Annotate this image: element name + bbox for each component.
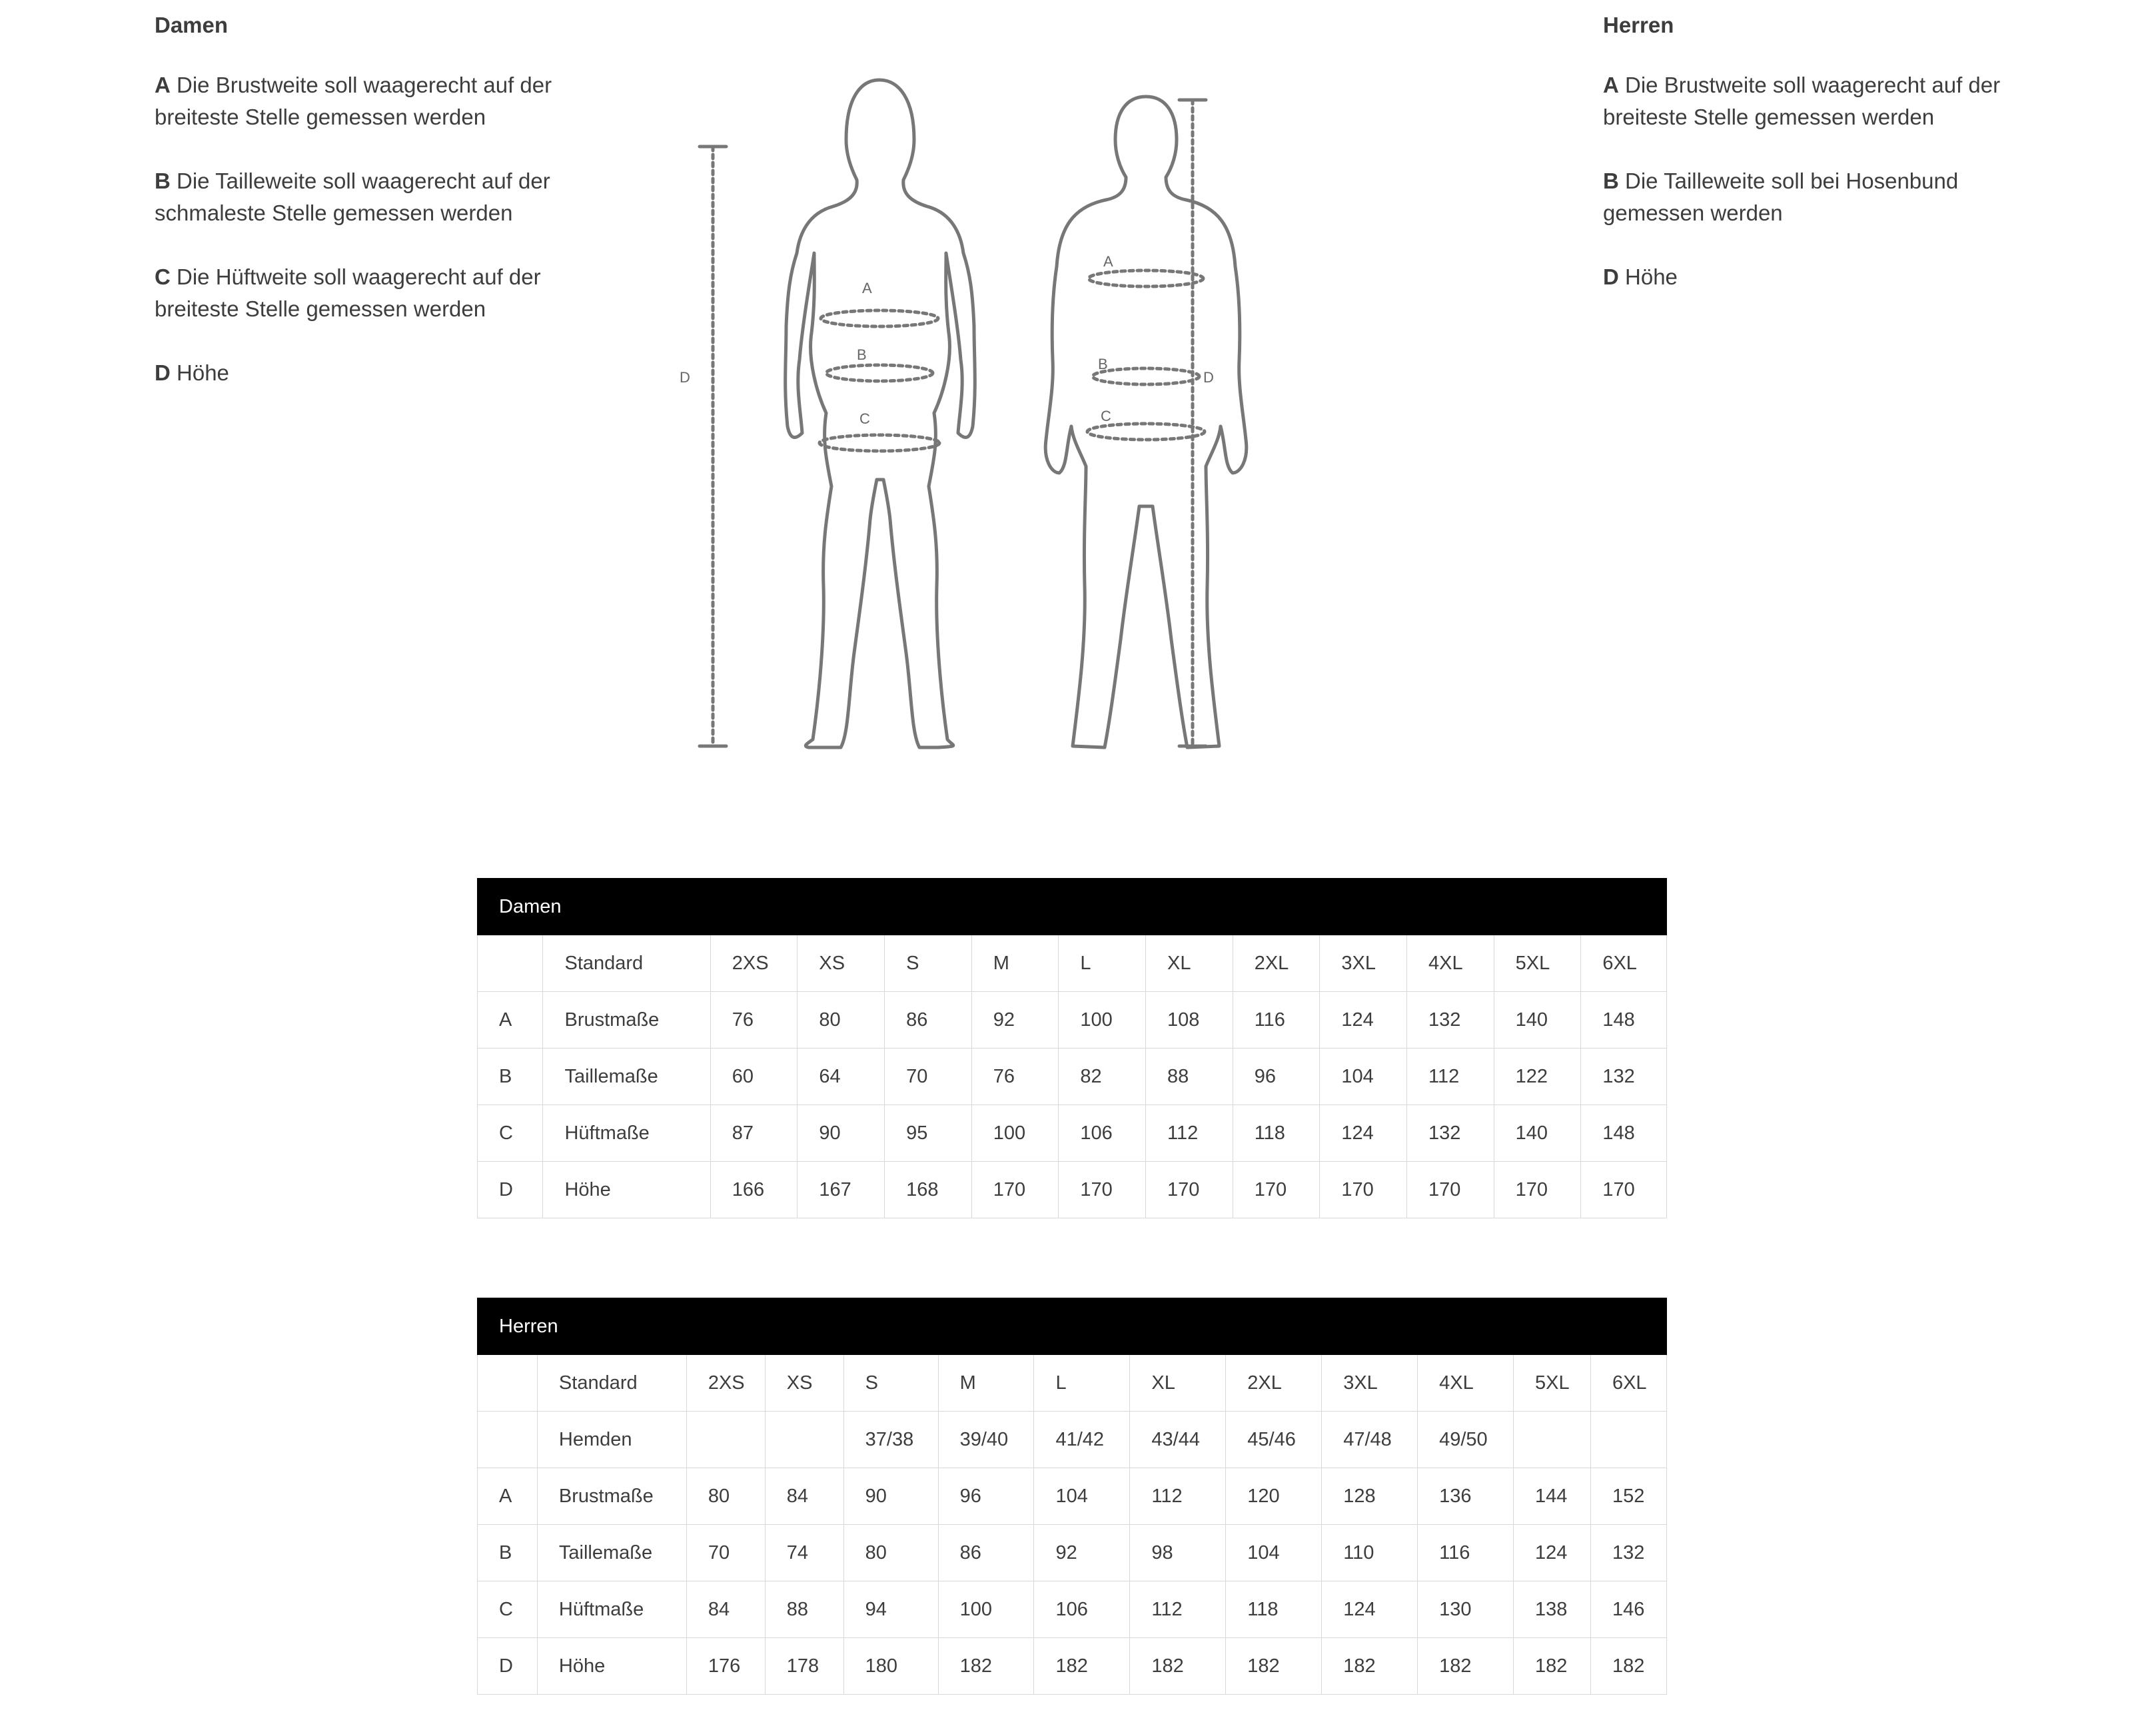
row-label-cell: Höhe <box>543 1162 710 1218</box>
value-cell: 112 <box>1407 1049 1494 1105</box>
value-cell: 100 <box>1059 992 1146 1049</box>
row-label-cell: Taillemaße <box>543 1049 710 1105</box>
damen-instructions <box>155 12 554 421</box>
value-cell: 84 <box>686 1581 765 1638</box>
header-cell: 2XS <box>686 1355 765 1412</box>
row-letter-cell: A <box>478 992 543 1049</box>
value-cell: 92 <box>971 992 1059 1049</box>
value-cell: 70 <box>686 1525 765 1581</box>
value-cell: 80 <box>686 1468 765 1525</box>
header-cell: S <box>885 935 972 992</box>
value-cell: 64 <box>798 1049 885 1105</box>
value-cell: 118 <box>1233 1105 1320 1162</box>
value-cell: 132 <box>1407 992 1494 1049</box>
value-cell: 88 <box>765 1581 843 1638</box>
value-cell: 176 <box>686 1638 765 1695</box>
value-cell: 120 <box>1226 1468 1322 1525</box>
header-cell: 3XL <box>1322 1355 1418 1412</box>
size-table-herren <box>477 1298 1667 1695</box>
value-cell: 132 <box>1590 1525 1666 1581</box>
female-label-d: D <box>680 369 690 386</box>
male-label-c: C <box>1101 408 1111 424</box>
row-label-cell: Hemden <box>537 1412 686 1468</box>
header-cell: 5XL <box>1514 1355 1591 1412</box>
male-waist-line <box>1093 368 1199 384</box>
female-chest-line <box>821 310 938 326</box>
value-cell: 106 <box>1059 1105 1146 1162</box>
row-letter-cell: A <box>478 1468 538 1525</box>
value-cell: 49/50 <box>1418 1412 1514 1468</box>
value-cell: 138 <box>1514 1581 1591 1638</box>
value-cell <box>1514 1412 1591 1468</box>
header-cell: Standard <box>537 1355 686 1412</box>
value-cell: 88 <box>1146 1049 1233 1105</box>
damen-item-b: B Die Tailleweite soll waagerecht auf der schmaleste Stelle gemessen werden <box>155 169 550 225</box>
value-cell: 182 <box>1130 1638 1226 1695</box>
size-table-damen <box>477 878 1667 1218</box>
value-cell: 170 <box>1059 1162 1146 1218</box>
damen-item-d: D Höhe <box>155 360 229 385</box>
damen-heading: Damen <box>155 13 229 37</box>
header-cell: 2XS <box>710 935 798 992</box>
table-row <box>478 992 1667 1049</box>
value-cell: 39/40 <box>938 1412 1034 1468</box>
value-cell: 76 <box>971 1049 1059 1105</box>
value-cell: 170 <box>1581 1162 1667 1218</box>
value-cell: 104 <box>1320 1049 1407 1105</box>
value-cell: 106 <box>1034 1581 1130 1638</box>
value-cell: 60 <box>710 1049 798 1105</box>
header-cell: XL <box>1130 1355 1226 1412</box>
value-cell: 170 <box>1320 1162 1407 1218</box>
value-cell: 76 <box>710 992 798 1049</box>
herren-item-b: B Die Tailleweite soll bei Hosenbund gemessen werden <box>1603 169 1959 225</box>
row-label-cell: Hüftmaße <box>543 1105 710 1162</box>
table-title-row <box>478 1298 1667 1355</box>
row-label-cell: Taillemaße <box>537 1525 686 1581</box>
header-cell: 2XL <box>1233 935 1320 992</box>
value-cell: 170 <box>1233 1162 1320 1218</box>
header-cell: L <box>1059 935 1146 992</box>
value-cell: 96 <box>1233 1049 1320 1105</box>
value-cell: 182 <box>938 1638 1034 1695</box>
value-cell: 170 <box>1494 1162 1581 1218</box>
value-cell <box>765 1412 843 1468</box>
row-letter-cell: C <box>478 1105 543 1162</box>
header-cell: 2XL <box>1226 1355 1322 1412</box>
herren-item-d: D Höhe <box>1603 264 1678 289</box>
female-label-a: A <box>862 280 872 296</box>
value-cell: 182 <box>1514 1638 1591 1695</box>
value-cell: 167 <box>798 1162 885 1218</box>
herren-item-a: A Die Brustweite soll waagerecht auf der breiteste Stelle gemessen werden <box>1603 73 2001 129</box>
value-cell: 178 <box>765 1638 843 1695</box>
value-cell: 166 <box>710 1162 798 1218</box>
value-cell: 100 <box>971 1105 1059 1162</box>
table-header-row <box>478 1355 1667 1412</box>
header-cell: M <box>938 1355 1034 1412</box>
value-cell: 96 <box>938 1468 1034 1525</box>
value-cell: 180 <box>843 1638 938 1695</box>
value-cell: 148 <box>1581 1105 1667 1162</box>
female-hip-line <box>819 435 939 451</box>
value-cell: 104 <box>1226 1525 1322 1581</box>
value-cell: 128 <box>1322 1468 1418 1525</box>
value-cell: 140 <box>1494 992 1581 1049</box>
table-row <box>478 1412 1667 1468</box>
header-cell: 3XL <box>1320 935 1407 992</box>
herren-heading: Herren <box>1603 13 1674 37</box>
value-cell: 86 <box>885 992 972 1049</box>
value-cell: 152 <box>1590 1468 1666 1525</box>
header-cell: L <box>1034 1355 1130 1412</box>
value-cell: 112 <box>1130 1581 1226 1638</box>
value-cell: 124 <box>1320 1105 1407 1162</box>
header-cell: 4XL <box>1418 1355 1514 1412</box>
value-cell: 118 <box>1226 1581 1322 1638</box>
female-outline <box>786 80 975 747</box>
table-row <box>478 1581 1667 1638</box>
header-cell: Standard <box>543 935 710 992</box>
male-chest-line <box>1089 270 1203 286</box>
header-cell: 6XL <box>1581 935 1667 992</box>
value-cell: 110 <box>1322 1525 1418 1581</box>
header-cell: M <box>971 935 1059 992</box>
value-cell: 170 <box>1146 1162 1233 1218</box>
value-cell: 82 <box>1059 1049 1146 1105</box>
header-cell: 4XL <box>1407 935 1494 992</box>
table-row <box>478 1049 1667 1105</box>
value-cell: 146 <box>1590 1581 1666 1638</box>
value-cell: 132 <box>1581 1049 1667 1105</box>
value-cell: 116 <box>1233 992 1320 1049</box>
value-cell: 182 <box>1418 1638 1514 1695</box>
value-cell: 130 <box>1418 1581 1514 1638</box>
value-cell: 124 <box>1514 1525 1591 1581</box>
male-label-d: D <box>1203 369 1214 386</box>
header-cell: S <box>843 1355 938 1412</box>
value-cell: 112 <box>1146 1105 1233 1162</box>
male-label-a: A <box>1103 253 1113 270</box>
value-cell: 136 <box>1418 1468 1514 1525</box>
value-cell: 104 <box>1034 1468 1130 1525</box>
value-cell: 45/46 <box>1226 1412 1322 1468</box>
row-letter-cell: D <box>478 1638 538 1695</box>
male-outline <box>1045 97 1247 747</box>
row-label-cell: Hüftmaße <box>537 1581 686 1638</box>
header-cell: 6XL <box>1590 1355 1666 1412</box>
row-letter-cell: C <box>478 1581 538 1638</box>
value-cell <box>686 1412 765 1468</box>
row-label-cell: Brustmaße <box>537 1468 686 1525</box>
header-cell <box>478 1355 538 1412</box>
male-label-b: B <box>1098 356 1108 372</box>
header-cell <box>478 935 543 992</box>
value-cell: 86 <box>938 1525 1034 1581</box>
value-cell: 100 <box>938 1581 1034 1638</box>
table-row <box>478 1638 1667 1695</box>
value-cell: 168 <box>885 1162 972 1218</box>
value-cell: 87 <box>710 1105 798 1162</box>
header-cell: XS <box>765 1355 843 1412</box>
value-cell: 84 <box>765 1468 843 1525</box>
value-cell: 37/38 <box>843 1412 938 1468</box>
body-outline-illustration <box>660 13 1486 833</box>
value-cell: 74 <box>765 1525 843 1581</box>
value-cell: 94 <box>843 1581 938 1638</box>
header-cell: XS <box>798 935 885 992</box>
male-hip-line <box>1087 424 1205 440</box>
value-cell: 70 <box>885 1049 972 1105</box>
value-cell: 132 <box>1407 1105 1494 1162</box>
value-cell: 43/44 <box>1130 1412 1226 1468</box>
value-cell: 182 <box>1034 1638 1130 1695</box>
value-cell: 41/42 <box>1034 1412 1130 1468</box>
row-letter-cell: B <box>478 1049 543 1105</box>
value-cell: 90 <box>798 1105 885 1162</box>
row-letter-cell <box>478 1412 538 1468</box>
value-cell: 124 <box>1322 1581 1418 1638</box>
damen-item-c: C Die Hüftweite soll waagerecht auf der breiteste Stelle gemessen werden <box>155 264 541 321</box>
value-cell: 182 <box>1590 1638 1666 1695</box>
value-cell: 144 <box>1514 1468 1591 1525</box>
table-row <box>478 1468 1667 1525</box>
value-cell: 122 <box>1494 1049 1581 1105</box>
value-cell: 124 <box>1320 992 1407 1049</box>
value-cell: 47/48 <box>1322 1412 1418 1468</box>
value-cell: 170 <box>971 1162 1059 1218</box>
value-cell: 170 <box>1407 1162 1494 1218</box>
table-title-row <box>478 879 1667 935</box>
table-title: Herren <box>478 1298 1667 1355</box>
value-cell: 112 <box>1130 1468 1226 1525</box>
herren-instructions <box>1603 12 2029 325</box>
value-cell: 182 <box>1226 1638 1322 1695</box>
table-row <box>478 1162 1667 1218</box>
value-cell: 90 <box>843 1468 938 1525</box>
value-cell: 80 <box>843 1525 938 1581</box>
female-waist-line <box>826 365 933 381</box>
value-cell: 140 <box>1494 1105 1581 1162</box>
table-title: Damen <box>478 879 1667 935</box>
table-row <box>478 1105 1667 1162</box>
row-letter-cell: B <box>478 1525 538 1581</box>
table-header-row <box>478 935 1667 992</box>
row-label-cell: Brustmaße <box>543 992 710 1049</box>
value-cell: 92 <box>1034 1525 1130 1581</box>
value-cell <box>1590 1412 1666 1468</box>
value-cell: 182 <box>1322 1638 1418 1695</box>
row-letter-cell: D <box>478 1162 543 1218</box>
header-cell: XL <box>1146 935 1233 992</box>
table-row <box>478 1525 1667 1581</box>
value-cell: 116 <box>1418 1525 1514 1581</box>
row-label-cell: Höhe <box>537 1638 686 1695</box>
female-label-c: C <box>859 410 870 427</box>
value-cell: 95 <box>885 1105 972 1162</box>
value-cell: 98 <box>1130 1525 1226 1581</box>
female-label-b: B <box>857 346 867 363</box>
value-cell: 148 <box>1581 992 1667 1049</box>
measurement-figure <box>660 13 1486 833</box>
header-cell: 5XL <box>1494 935 1581 992</box>
value-cell: 108 <box>1146 992 1233 1049</box>
damen-item-a: A Die Brustweite soll waagerecht auf der breiteste Stelle gemessen werden <box>155 73 552 129</box>
value-cell: 80 <box>798 992 885 1049</box>
